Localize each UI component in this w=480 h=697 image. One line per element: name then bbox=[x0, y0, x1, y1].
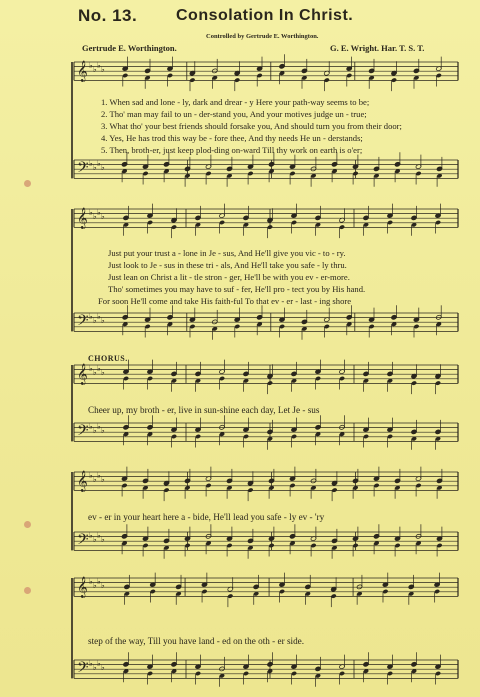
clef-icon: 𝄢 bbox=[77, 659, 89, 680]
flat-icon: ♭ bbox=[93, 475, 97, 484]
verse-1-line-2: Just put your trust a - lone in Je - sus, And He'll give you vic - to - ry. bbox=[108, 248, 346, 258]
flat-icon: ♭ bbox=[97, 531, 101, 540]
flat-icon: ♭ bbox=[101, 535, 105, 544]
hymn-title: Consolation In Christ. bbox=[176, 7, 354, 24]
verse-2-line-2: Just look to Je - sus in these tri - als, And He'll take you safe - ly thru. bbox=[108, 260, 347, 270]
composer-credit: G. E. Wright. Har. T. S. T. bbox=[330, 43, 425, 53]
flat-icon: ♭ bbox=[89, 61, 93, 70]
flat-icon: ♭ bbox=[89, 312, 93, 321]
verse-4-line-2: Tho' sometimes you may have to suf - fer, He'll pro - tect you by His hand. bbox=[108, 284, 366, 294]
flat-icon: ♭ bbox=[89, 208, 93, 217]
flat-icon: ♭ bbox=[97, 159, 101, 168]
verse-3-line-2: Just lean on Christ a lit - tle stron - ger, He'll be with you ev - er-more. bbox=[108, 272, 350, 282]
flat-icon: ♭ bbox=[97, 208, 101, 217]
flat-icon: ♭ bbox=[93, 535, 97, 544]
controlled-by-note: Controlled by Gertrude E. Worthington. bbox=[206, 33, 319, 40]
verse-5-line-1: 5. Then, broth-er, just keep plod-ding on-ward Till thy work on earth is o'er; bbox=[101, 145, 363, 155]
flat-icon: ♭ bbox=[93, 316, 97, 325]
flat-icon: ♭ bbox=[97, 471, 101, 480]
chorus-line-1: Cheer up, my broth - er, live in sun-shine each day, Let Je - sus bbox=[88, 405, 320, 415]
flat-icon: ♭ bbox=[93, 65, 97, 74]
hymn-number: No. 13. bbox=[78, 6, 138, 25]
verse-5-line-2: For soon He'll come and take His faith-ful To that ev - er - last - ing shore bbox=[98, 296, 352, 306]
lyricist-credit: Gertrude E. Worthington. bbox=[82, 43, 177, 53]
flat-icon: ♭ bbox=[93, 663, 97, 672]
flat-icon: ♭ bbox=[101, 663, 105, 672]
flat-icon: ♭ bbox=[97, 422, 101, 431]
flat-icon: ♭ bbox=[89, 159, 93, 168]
clef-icon: 𝄢 bbox=[77, 312, 89, 333]
clef-icon: 𝄞 bbox=[77, 208, 88, 229]
flat-icon: ♭ bbox=[93, 163, 97, 172]
flat-icon: ♭ bbox=[101, 65, 105, 74]
clef-icon: 𝄞 bbox=[77, 364, 88, 385]
flat-icon: ♭ bbox=[97, 659, 101, 668]
flat-icon: ♭ bbox=[93, 368, 97, 377]
flat-icon: ♭ bbox=[101, 212, 105, 221]
verse-1-line-1: 1. When sad and lone - ly, dark and drear - y Here your path-way seems to be; bbox=[101, 97, 370, 107]
verse-4-line-1: 4. Yes, He has trod this way be - fore thee, And thy needs He un - derstands; bbox=[101, 133, 363, 143]
flat-icon: ♭ bbox=[89, 364, 93, 373]
flat-icon: ♭ bbox=[101, 581, 105, 590]
flat-icon: ♭ bbox=[89, 422, 93, 431]
flat-icon: ♭ bbox=[89, 471, 93, 480]
clef-icon: 𝄞 bbox=[77, 471, 88, 492]
chorus-line-2: ev - er in your heart here a - bide, He'll lead you safe - ly ev - 'ry bbox=[88, 512, 325, 522]
flat-icon: ♭ bbox=[97, 577, 101, 586]
flat-icon: ♭ bbox=[97, 61, 101, 70]
flat-icon: ♭ bbox=[89, 531, 93, 540]
flat-icon: ♭ bbox=[101, 368, 105, 377]
flat-icon: ♭ bbox=[93, 212, 97, 221]
flat-icon: ♭ bbox=[97, 364, 101, 373]
clef-icon: 𝄢 bbox=[77, 159, 89, 180]
flat-icon: ♭ bbox=[93, 426, 97, 435]
verse-2-line-1: 2. Tho' man may fail to un - der-stand you, And your motives judge un - true; bbox=[101, 109, 367, 119]
chorus-line-3: step of the way, Till you have land - ed on the oth - er side. bbox=[88, 636, 305, 646]
clef-icon: 𝄞 bbox=[77, 577, 88, 598]
clef-icon: 𝄢 bbox=[77, 531, 89, 552]
flat-icon: ♭ bbox=[93, 581, 97, 590]
clef-icon: 𝄢 bbox=[77, 422, 89, 443]
chorus-label: CHORUS. bbox=[88, 354, 128, 363]
clef-icon: 𝄞 bbox=[77, 61, 88, 82]
verse-3-line-1: 3. What tho' your best friends should forsake you, And should turn you from their door; bbox=[101, 121, 402, 131]
flat-icon: ♭ bbox=[89, 659, 93, 668]
flat-icon: ♭ bbox=[97, 312, 101, 321]
flat-icon: ♭ bbox=[101, 316, 105, 325]
flat-icon: ♭ bbox=[89, 577, 93, 586]
flat-icon: ♭ bbox=[101, 163, 105, 172]
flat-icon: ♭ bbox=[101, 426, 105, 435]
flat-icon: ♭ bbox=[101, 475, 105, 484]
